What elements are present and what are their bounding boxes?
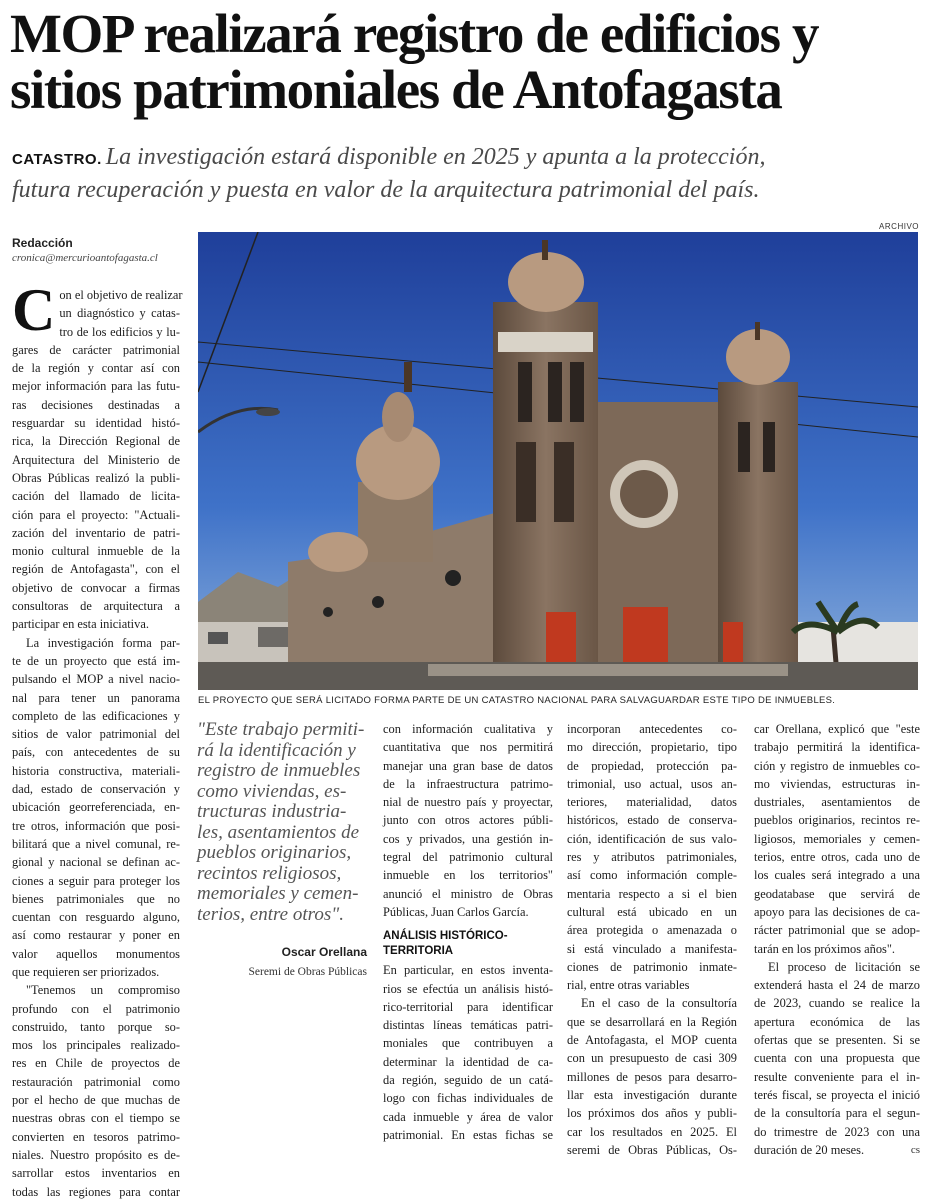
col5-para-1 xyxy=(754,720,920,958)
text-line: gares de carácter patrimonial xyxy=(12,342,180,357)
text-line: tarán en los próximos años". xyxy=(754,941,895,956)
headline-line-1: MOP realizará registro de edificios y xyxy=(10,3,819,64)
headline-line-2: sitios patrimoniales de Antofagasta xyxy=(10,59,782,120)
text-line: con información cualitativa y xyxy=(383,722,553,736)
text-line: resulte conveniente para el in- xyxy=(754,1069,920,1084)
text-line xyxy=(754,1141,920,1159)
text-line: seremi de Obras Públicas, Os- xyxy=(567,1142,737,1157)
text-line: participar en esta iniciativa. xyxy=(12,617,149,632)
text-line: de Antofagasta, el MOP cuenta xyxy=(567,1033,737,1048)
text-line: determinar la identidad de ca- xyxy=(383,1054,553,1069)
text-line: ción y registro de inmuebles co- xyxy=(754,758,920,773)
text-line: manejar una gran base de datos xyxy=(383,758,553,773)
text-line: zación del inventario de patri- xyxy=(12,525,180,540)
quote-line: terios, entre otros". xyxy=(197,903,344,925)
text-line: anunció el ministro de Obras xyxy=(383,886,553,901)
col4-para-1 xyxy=(567,720,737,994)
text-line: mo dirección, propietario, tipo xyxy=(567,740,737,755)
text-line: cuentan con resguardo alguno, xyxy=(12,910,180,925)
text-line: objetivo de convocar a firmas xyxy=(12,580,180,595)
text-line: consultoras de arquitectura a xyxy=(12,599,180,614)
text-line: que requieren ser priorizados. xyxy=(12,964,160,979)
text-line: te de un proyecto que está im- xyxy=(12,653,180,668)
subhead-line-2: TERRITORIA xyxy=(383,945,454,958)
text-line: ciones a seguir para proteger los xyxy=(12,873,180,888)
quote-line: "Este trabajo permiti- xyxy=(197,719,365,740)
text-line: de la región y contar así con xyxy=(12,361,180,376)
text-line: construido, tanto porque so- xyxy=(12,1019,180,1034)
photo-credit: ARCHIVO xyxy=(879,222,919,231)
col4-para-2 xyxy=(567,994,737,1159)
text-line: Arquitectura del Ministerio de xyxy=(12,452,180,467)
byline-email: cronica@mercurioantofagasta.cl xyxy=(12,252,158,264)
pull-quote xyxy=(197,720,367,925)
text-line: área protegida o amenazada o xyxy=(567,923,737,938)
text-line: res en Chile de proyectos de xyxy=(12,1056,180,1071)
text-line: El proceso de licitación se xyxy=(768,959,920,974)
text-line: por el hecho de que muchas de xyxy=(12,1093,180,1108)
quote-line: registro de inmuebles xyxy=(197,760,361,781)
text-line: da región, seguido de un catá- xyxy=(383,1073,553,1088)
text-line: terios, entre otros, cada uno de xyxy=(754,850,920,865)
text-line: extenderá hasta el 24 de marzo xyxy=(754,978,920,993)
text-line: trimonial, uso actual, usos an- xyxy=(567,776,737,791)
text-line: históricos, estado de conserva- xyxy=(567,813,737,828)
text-line: bilitará que a nivel comunal, re- xyxy=(12,836,180,851)
text-line: trabajo permitirá la identifica- xyxy=(754,740,920,755)
dropcap: C xyxy=(12,277,56,343)
text-line: rico-territorial para identificar xyxy=(383,999,553,1014)
text-line: completo de las edificaciones y xyxy=(12,708,180,723)
text-line: tro de los edificios y lu- xyxy=(59,324,180,339)
text-line: de propiedad, protección pa- xyxy=(567,758,737,773)
text-line: apertura económica de las xyxy=(754,1014,920,1029)
text-line: ción, identificación de sus valo- xyxy=(567,831,737,846)
text-line: convierten en tesoros patrimo- xyxy=(12,1129,180,1144)
text-line: cultural está ubicado en un xyxy=(567,904,737,919)
text-line: car los resultados en 2025. El xyxy=(567,1124,737,1139)
column-4 xyxy=(567,720,737,1159)
text-line: pulsando el MOP a nivel nacio- xyxy=(12,672,180,687)
photo-caption: EL PROYECTO QUE SERÁ LICITADO FORMA PARTE DE UN CATASTRO NACIONAL PARA SALVAGUARDAR ESTE TIPO DE INMUEBLES. xyxy=(198,695,836,706)
quote-line: pueblos originarios, xyxy=(197,842,352,863)
text-line: un diagnóstico y catas- xyxy=(59,306,180,321)
text-line: rios se efectúa un análisis histó- xyxy=(383,981,553,996)
section-subhead xyxy=(383,929,553,959)
text-line: junto con otros actores públi- xyxy=(383,813,553,828)
text-line: ubicación georreferenciada, en- xyxy=(12,800,180,815)
cathedral-photo xyxy=(198,232,918,690)
text-line: los próximos dos años y publi- xyxy=(567,1106,737,1121)
text-line: mejor información para las futu- xyxy=(12,379,180,394)
text-line: do trimestre de 2023 con una xyxy=(754,1124,920,1139)
text-line: ciones de patrimonio inmate- xyxy=(567,959,737,974)
quote-line: les, asentamientos de xyxy=(197,821,360,843)
byline xyxy=(12,236,192,264)
text-line: así como información comple- xyxy=(567,868,737,883)
text-line: ras decisiones destinadas a xyxy=(12,397,180,412)
col5-para-2 xyxy=(754,958,920,1159)
text-line: cuenta con una propuesta que xyxy=(754,1051,920,1066)
text-line: de la infraestructura patrimo- xyxy=(383,776,553,791)
text-line: distintas líneas temáticas patri- xyxy=(383,1018,553,1033)
quote-role: Seremi de Obras Públicas xyxy=(248,966,367,979)
text-line: profundo con el patrimonio xyxy=(12,1001,180,1016)
text-line: cación del llamado de licita- xyxy=(12,489,180,504)
text-line: dad, estado de conservación y xyxy=(12,782,180,797)
text-line: niales. Nuestro propósito es de- xyxy=(12,1147,180,1162)
text-line: así como restaurar y poner en xyxy=(12,928,180,943)
text-line: mos los principales realizado- xyxy=(12,1038,180,1053)
text-line: La investigación forma par- xyxy=(26,635,180,650)
text-line: logo con fichas individuales de xyxy=(383,1091,553,1106)
text-line: país, con antecedentes de su xyxy=(12,745,180,760)
text-line: nial de nuestro país y proyectar, xyxy=(383,795,553,810)
text-line: on el objetivo de realizar xyxy=(59,288,183,302)
text-line: res y atributos patrimoniales, xyxy=(567,850,737,865)
text-line: apoyo para las decisiones de ca- xyxy=(754,904,920,919)
text-line: teriores, materialidad, datos xyxy=(567,795,737,810)
deck-line-1: La investigación estará disponible en 2025 y apunta a la protección, xyxy=(105,144,766,170)
deck-kicker: CATASTRO. xyxy=(12,151,102,168)
text-line: ligiosos, memoriales y cemen- xyxy=(754,831,920,846)
text-line: región de Antofagasta", con el xyxy=(12,562,180,577)
text-line: que se desarrollará en la Región xyxy=(567,1014,737,1029)
col3-para-2 xyxy=(383,961,553,1144)
end-mark: cs xyxy=(910,1143,920,1156)
quote-line: memoriales y cemen- xyxy=(197,883,359,904)
headline xyxy=(10,3,920,120)
col3-para-1 xyxy=(383,720,553,921)
text-line: terés fiscal, se proyecta el inició xyxy=(754,1087,920,1102)
text-line: de 2023, cuando se realice la xyxy=(754,996,920,1011)
text-line: Obras Públicas realizó la publi- xyxy=(12,470,180,485)
text-line: historia constructiva, materiali- xyxy=(12,763,180,778)
text-line: valor aquellos monumentos xyxy=(12,946,180,961)
text-line: monio cultural inmueble de la xyxy=(12,544,180,559)
text-line: Públicas, Juan Carlos García. xyxy=(383,904,529,919)
text-line: millones de pesos para desarro- xyxy=(567,1069,737,1084)
text-line: sarrollar estos inventarios en xyxy=(12,1166,180,1181)
text-line: rica, la Dirección Regional de xyxy=(12,434,180,449)
col1-para-1 xyxy=(12,277,183,634)
text-line: gional y nacional se definan ac- xyxy=(12,855,180,870)
quote-line: como viviendas, es- xyxy=(197,780,347,802)
text-line: mo viviendas, estructuras in- xyxy=(754,776,920,791)
deck-line-2: futura recuperación y puesta en valor de la arquitectura patrimonial del país. xyxy=(12,177,760,203)
text-line: cada inmueble y área de valor xyxy=(383,1109,553,1124)
text-line: geodatabase que servirá de xyxy=(754,886,920,901)
text-line: pueblos originarios, recintos re- xyxy=(754,813,920,828)
text-line: mentaria respecto a si el bien xyxy=(567,886,737,901)
final-line-text: duración de 20 meses. xyxy=(754,1142,865,1157)
text-line: dustriales, asentamientos de xyxy=(754,795,920,810)
text-line: todas las regiones para contar xyxy=(12,1184,180,1199)
text-line: llar esta investigación durante xyxy=(567,1087,737,1102)
text-line: nuestras obras con el tiempo se xyxy=(12,1111,180,1126)
pull-quote-column xyxy=(197,720,367,982)
text-line: rácter patrimonial que se adop- xyxy=(754,923,920,938)
text-line: sitios de valor patrimonial del xyxy=(12,727,180,742)
column-3 xyxy=(383,720,553,1144)
text-line: patrimonial. En estas fichas se xyxy=(383,1127,553,1142)
text-line: En el caso de la consultoría xyxy=(581,996,737,1011)
column-5 xyxy=(754,720,920,1159)
text-line: moniales que contribuyen a xyxy=(383,1036,553,1051)
text-line: car Orellana, explicó que "este xyxy=(754,722,920,736)
text-line: En particular, en estos inventa- xyxy=(383,963,553,978)
text-line: inmueble en los territorios" xyxy=(383,868,553,883)
subhead-line-1: ANÁLISIS HISTÓRICO- xyxy=(383,930,508,943)
text-line: incorporan antecedentes co- xyxy=(567,722,737,736)
quote-author: Oscar Orellana xyxy=(281,945,367,959)
text-line: ción para el proyecto: "Actuali- xyxy=(12,507,180,522)
text-line: ofertas que se presenten. Si se xyxy=(754,1033,920,1048)
column-1 xyxy=(12,277,183,1201)
text-line: restauración patrimonial como xyxy=(12,1074,180,1089)
text-line: rial, entre otras variables xyxy=(567,978,690,993)
text-line: si está vinculado a manifesta- xyxy=(567,941,737,956)
text-line: cuantitativa que nos permitirá xyxy=(383,740,553,755)
text-line: resguardar su identidad histó- xyxy=(12,416,180,431)
byline-name: Redacción xyxy=(12,236,73,250)
text-line: con un presupuesto de casi 309 xyxy=(567,1051,737,1066)
text-line: tre otros, información que posi- xyxy=(12,818,180,833)
quote-line: recintos religiosos, xyxy=(197,862,342,884)
text-line: de la consultoría para el segun- xyxy=(754,1106,920,1121)
quote-line: tructuras industria- xyxy=(197,801,347,822)
text-line: cos y privados, una gestión in- xyxy=(383,831,553,846)
col1-para-3 xyxy=(12,981,180,1201)
text-line: nal para tener un panorama xyxy=(12,690,180,705)
text-line: "Tenemos un compromiso xyxy=(26,983,180,998)
col1-para-2 xyxy=(12,634,180,982)
text-line: tegral del patrimonio cultural xyxy=(383,850,553,865)
quote-line: rá la identificación y xyxy=(197,739,356,761)
deck xyxy=(12,142,917,205)
text-line: bienes patrimoniales que no xyxy=(12,891,180,906)
text-line: los cuales será integrado a una xyxy=(754,868,920,883)
